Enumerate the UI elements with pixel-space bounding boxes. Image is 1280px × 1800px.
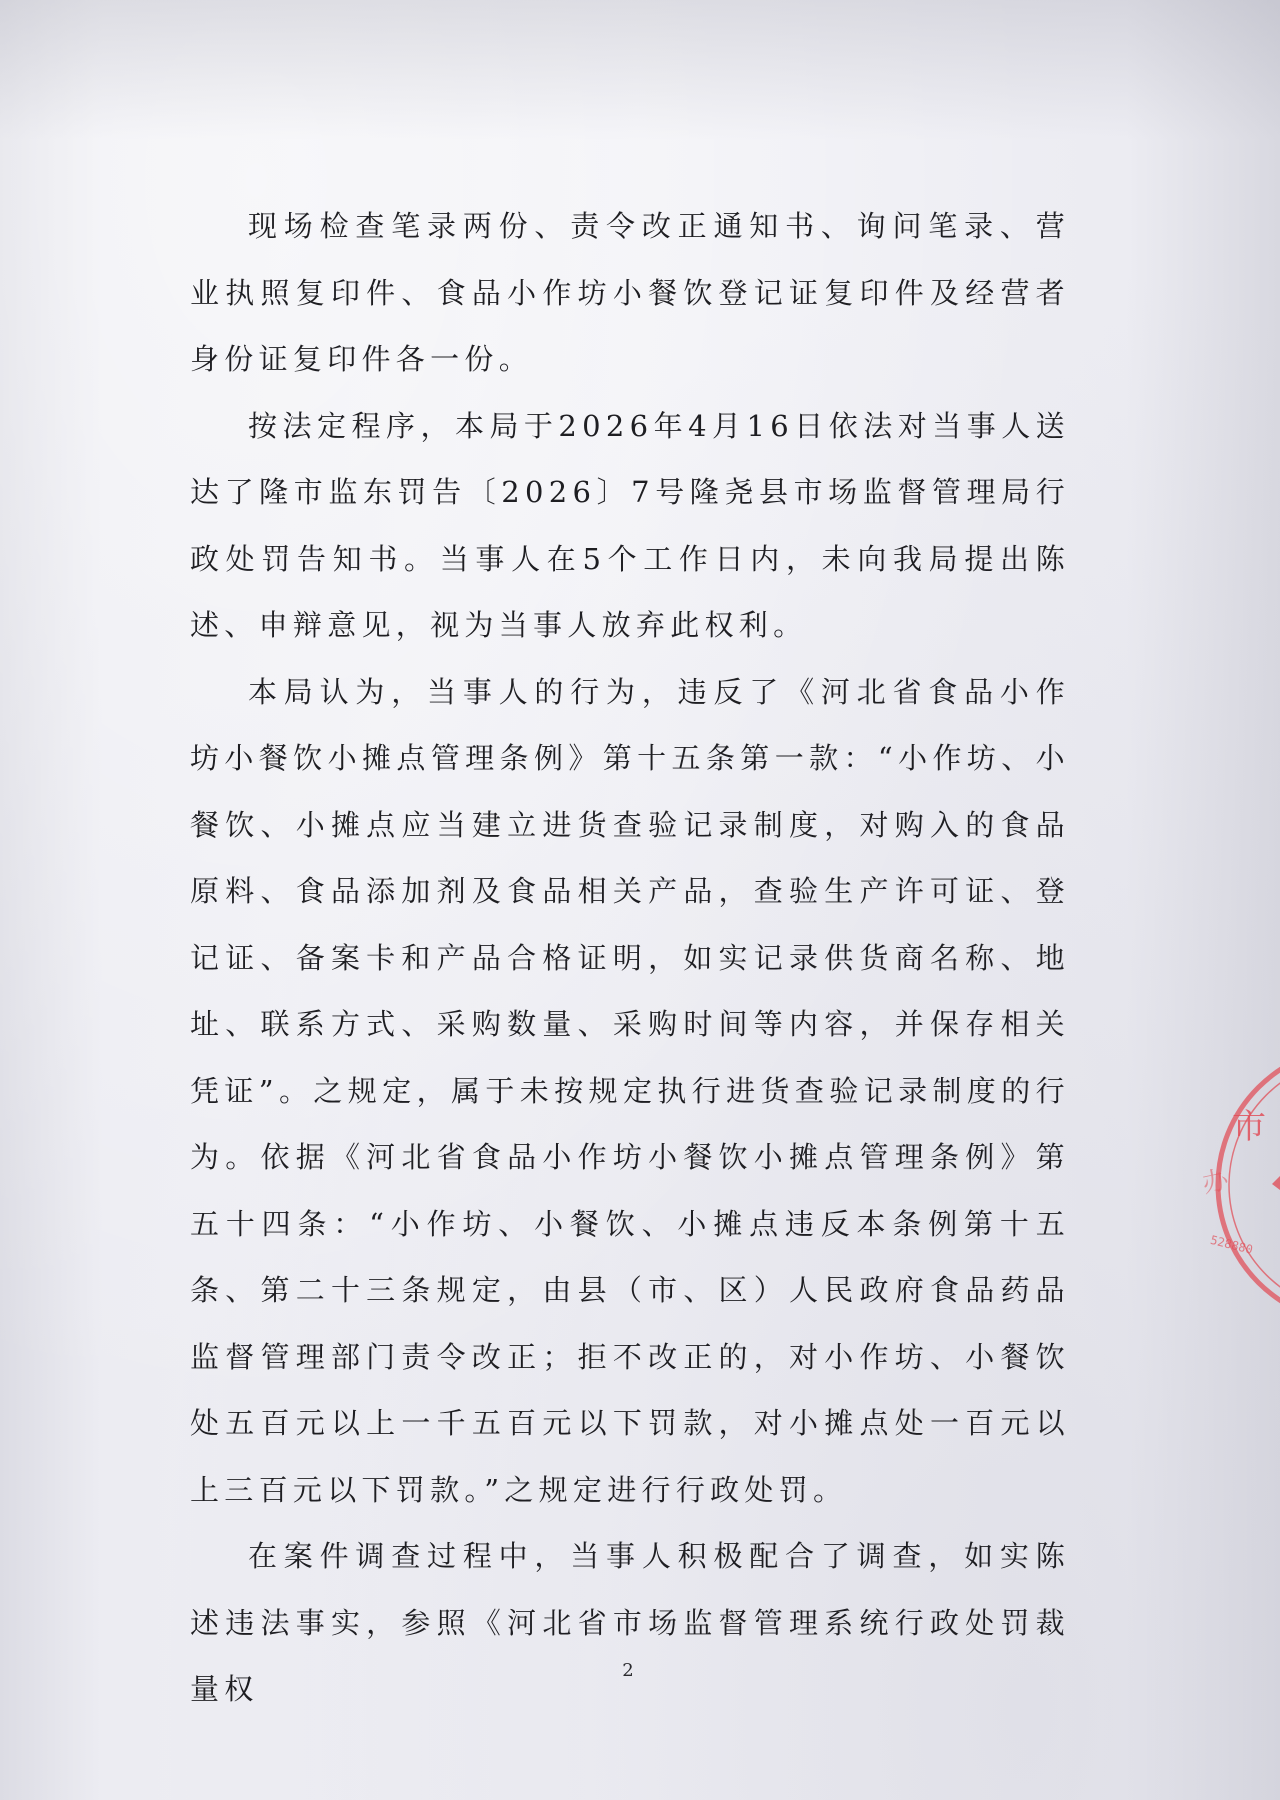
seal-code: 528880 bbox=[1208, 1232, 1255, 1257]
document-body bbox=[190, 193, 1070, 1723]
seal-star-icon bbox=[1272, 1160, 1280, 1202]
page-number: 2 bbox=[622, 1660, 634, 1681]
seal-char: 市 bbox=[1232, 1107, 1266, 1147]
paragraph-evidence-list: 现场检查笔录两份、责令改正通知书、询问笔录、营业执照复印件、食品小作坊小餐饮登记证复印件及经营者身份证复印件各一份。 bbox=[190, 209, 1070, 376]
paragraph-investigation: 在案件调查过程中，当事人积极配合了调查，如实陈述违法事实，参照《河北省市场监督管理系统行政处罚裁量权 bbox=[190, 1539, 1070, 1706]
paragraph-legal-basis: 本局认为，当事人的行为，违反了《河北省食品小作坊小餐饮小摊点管理条例》第十五条第一款：“小作坊、小餐饮、小摊点应当建立进货查验记录制度，对购入的食品原料、食品添加剂及食品相关产品，查验生产许可证、登记证、备案卡和产品合格证明，如实记录供货商名称、地址、联系方式、采购数量、采购时间等内容，并保存相关凭证”。之规定，属于未按规定执行进货查验记录制度的行为。依据《河北省食品小作坊小餐饮小摊点管理条例》第五十四条：“小作坊、小餐饮、小摊点违反本条例第十五条、第二十三条规定，由县（市、区）人民政府食品药品监督管理部门责令改正；拒不改正的，对小作坊、小餐饮处五百元以上一千五百元以下罚款，对小摊点处一百元以上三百元以下罚款。”之规定进行行政处罚。 bbox=[190, 674, 1070, 1507]
paragraph-notice-procedure: 按法定程序，本局于2026年4月16日依法对当事人送达了隆市监东罚告〔2026〕7号隆尧县市场监督管理局行政处罚告知书。当事人在5个工作日内，未向我局提出陈述、申辩意见，视为当事人放弃此权利。 bbox=[190, 408, 1070, 642]
official-seal-stamp bbox=[1196, 1070, 1280, 1300]
svg-text:办: 办 bbox=[1199, 1164, 1232, 1200]
paper-fold-shadow bbox=[0, 0, 1280, 140]
